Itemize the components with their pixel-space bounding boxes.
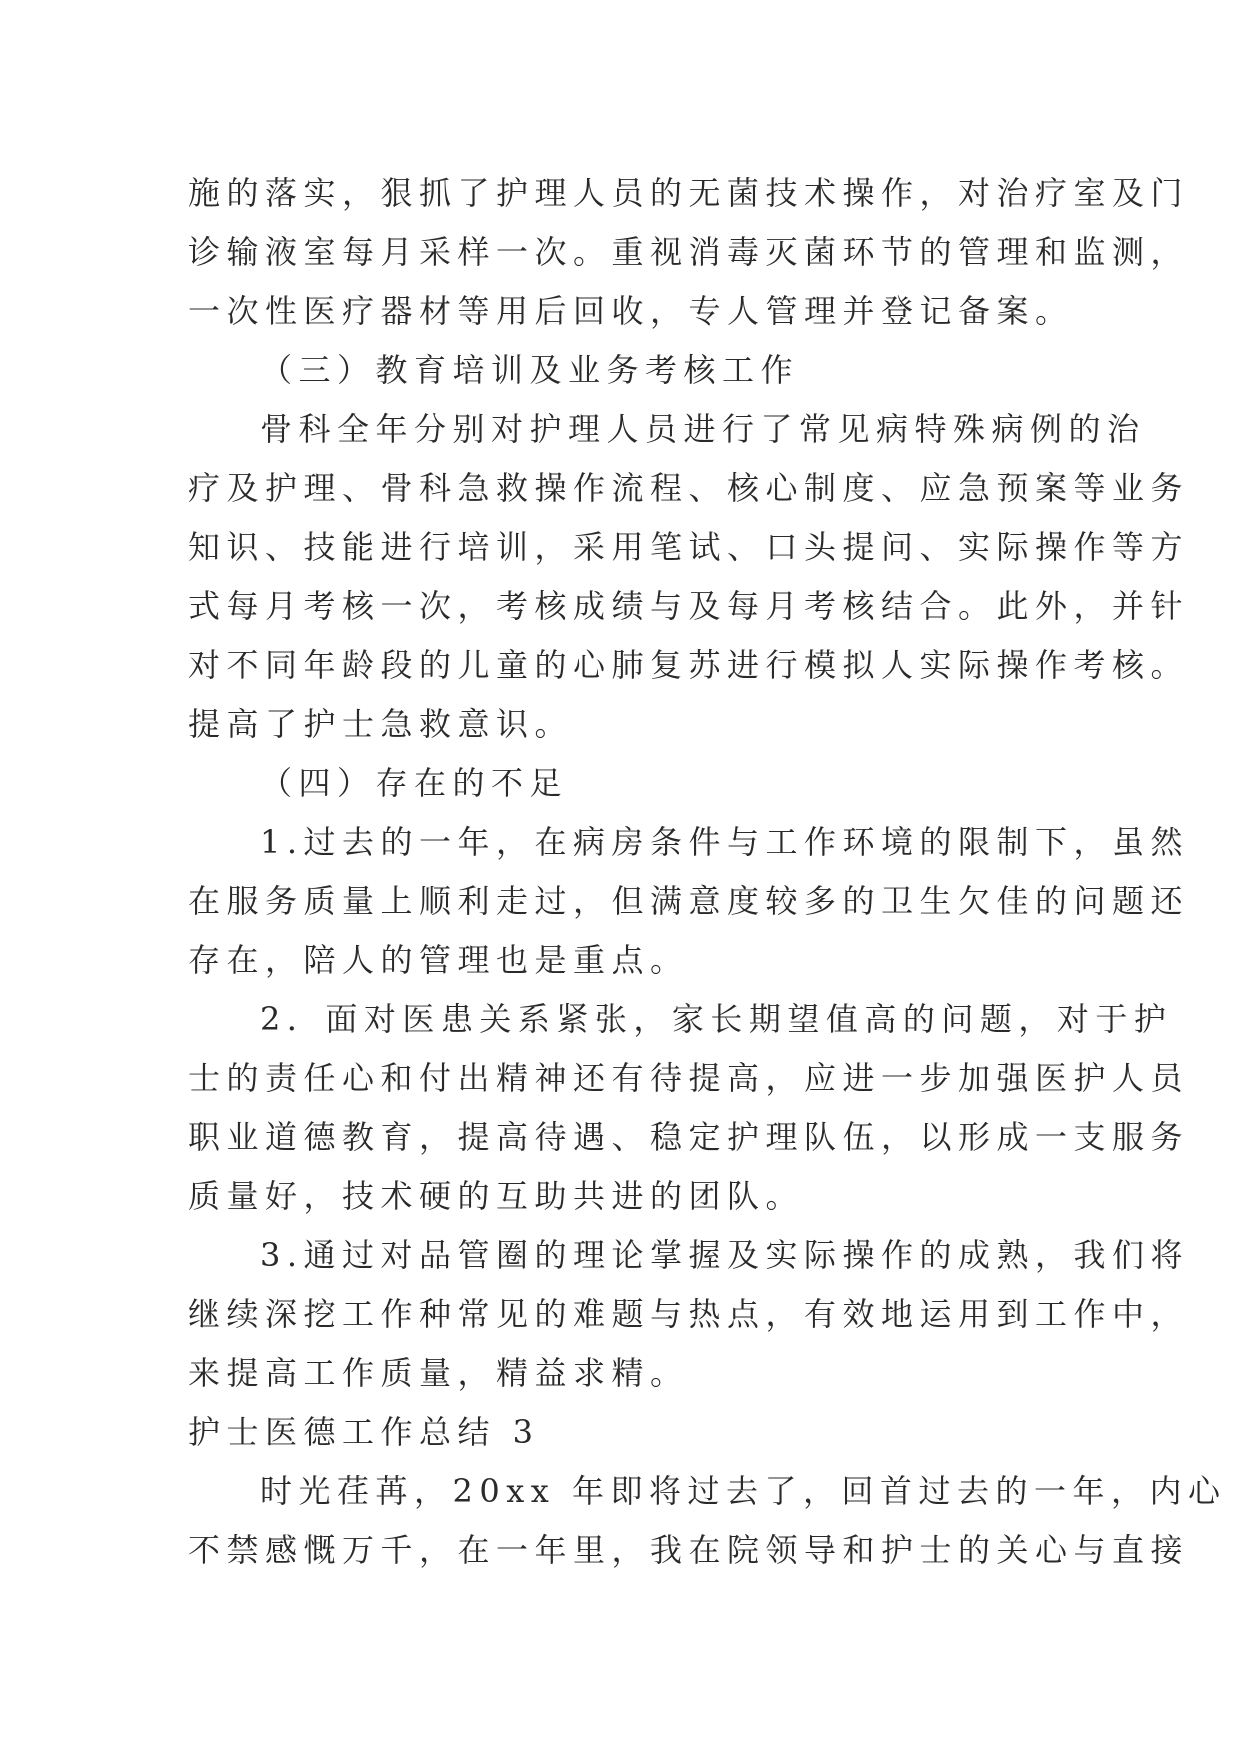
document-body xyxy=(188,164,1227,1580)
text-line: 知识、技能进行培训，采用笔试、口头提问、实际操作等方 xyxy=(188,528,1190,566)
text-line: 在服务质量上顺利走过，但满意度较多的卫生欠佳的问题还 xyxy=(188,882,1190,920)
text-line: 继续深挖工作种常见的难题与热点，有效地运用到工作中， xyxy=(188,1295,1190,1333)
text-line: 2．面对医患关系紧张，家长期望值高的问题，对于护 xyxy=(260,1000,1173,1038)
text-line: 式每月考核一次，考核成绩与及每月考核结合。此外，并针 xyxy=(188,587,1190,625)
text-line: 不禁感慨万千，在一年里，我在院领导和护士的关心与直接 xyxy=(188,1531,1190,1569)
text-line: 职业道德教育，提高待遇、稳定护理队伍，以形成一支服务 xyxy=(188,1118,1190,1156)
text-line: 施的落实，狠抓了护理人员的无菌技术操作，对治疗室及门 xyxy=(188,174,1190,212)
text-line: 骨科全年分别对护理人员进行了常见病特殊病例的治 xyxy=(260,410,1146,448)
text-line: 诊输液室每月采样一次。重视消毒灭菌环节的管理和监测， xyxy=(188,233,1190,271)
text-line: 一次性医疗器材等用后回收，专人管理并登记备案。 xyxy=(188,292,1074,330)
section-heading: （三）教育培训及业务考核工作 xyxy=(260,351,800,389)
text-line: 来提高工作质量，精益求精。 xyxy=(188,1354,689,1392)
document-title: 护士医德工作总结 3 xyxy=(188,1413,540,1451)
text-line: 1.过去的一年，在病房条件与工作环境的限制下，虽然 xyxy=(260,823,1190,861)
text-line: 3.通过对品管圈的理论掌握及实际操作的成熟，我们将 xyxy=(260,1236,1190,1274)
text-line: 质量好，技术硬的互助共进的团队。 xyxy=(188,1177,805,1215)
section-heading: （四）存在的不足 xyxy=(260,764,569,802)
text-line: 士的责任心和付出精神还有待提高，应进一步加强医护人员 xyxy=(188,1059,1190,1097)
text-line: 存在，陪人的管理也是重点。 xyxy=(188,941,689,979)
text-line: 提高了护士急救意识。 xyxy=(188,705,574,743)
text-line: 疗及护理、骨科急救操作流程、核心制度、应急预案等业务 xyxy=(188,469,1190,507)
text-line: 对不同年龄段的儿童的心肺复苏进行模拟人实际操作考核。 xyxy=(188,646,1190,684)
text-line: 时光荏苒，20xx 年即将过去了，回首过去的一年，内心 xyxy=(260,1472,1227,1510)
